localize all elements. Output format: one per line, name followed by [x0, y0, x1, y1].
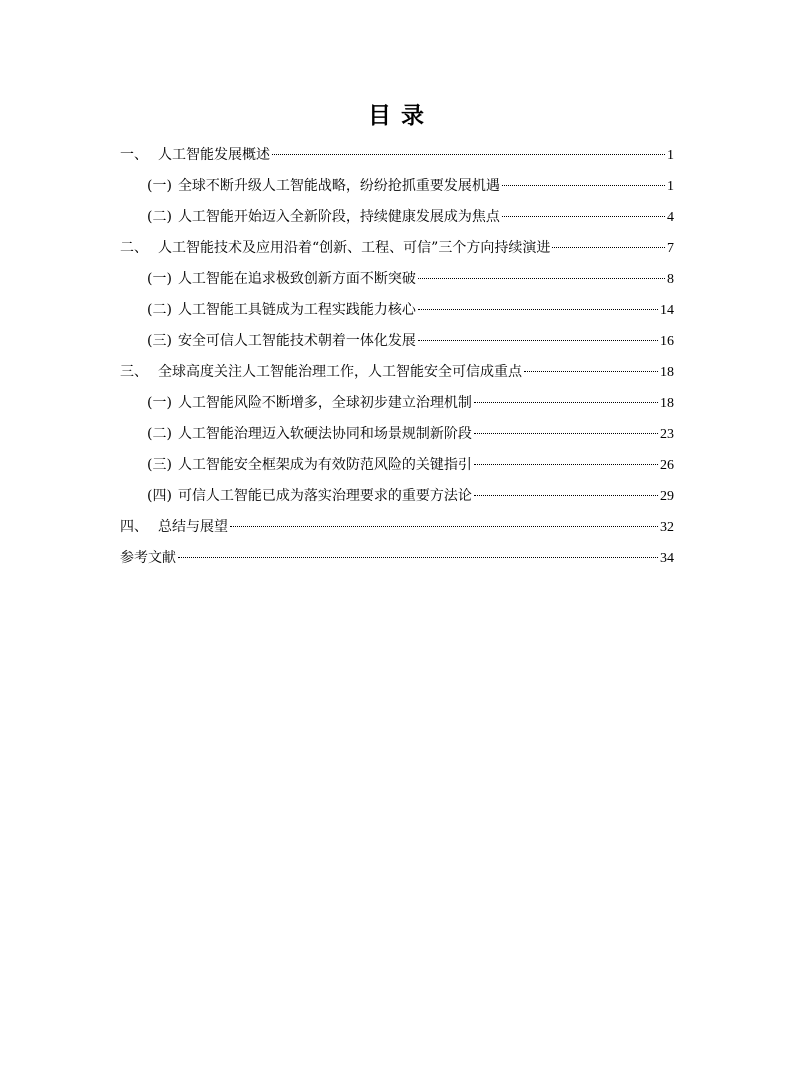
entry-title: 人工智能发展概述: [158, 147, 270, 163]
entry-page-number: 1: [667, 148, 674, 163]
toc-entry[interactable]: [120, 326, 674, 357]
toc-entry[interactable]: [120, 512, 674, 543]
toc-entry[interactable]: [120, 233, 674, 264]
toc-entry[interactable]: [120, 543, 674, 574]
dot-leader: [552, 247, 665, 248]
dot-leader: [230, 526, 658, 527]
dot-leader: [474, 495, 658, 496]
entry-number: (一): [147, 395, 172, 411]
entry-title: 人工智能治理迈入软硬法协同和场景规制新阶段: [177, 426, 472, 442]
entry-number: (二): [147, 302, 172, 318]
toc-entry[interactable]: [120, 202, 674, 233]
dot-leader: [474, 464, 658, 465]
entry-number: (一): [147, 178, 172, 194]
entry-page-number: 16: [660, 334, 674, 349]
entry-title: 人工智能技术及应用沿着“创新、工程、可信”三个方向持续演进: [158, 240, 551, 256]
toc-entry[interactable]: [120, 295, 674, 326]
entry-number: 三、: [120, 364, 148, 380]
entry-number: 一、: [120, 147, 148, 163]
dot-leader: [474, 433, 658, 434]
dot-leader: [272, 154, 665, 155]
entry-page-number: 18: [660, 396, 674, 411]
toc-list: [120, 140, 674, 574]
entry-number: (一): [147, 271, 172, 287]
entry-title: 人工智能风险不断增多，全球初步建立治理机制: [177, 395, 472, 411]
toc-entry[interactable]: [120, 450, 674, 481]
dot-leader: [502, 216, 665, 217]
toc-entry[interactable]: [120, 419, 674, 450]
toc-entry[interactable]: [120, 171, 674, 202]
entry-page-number: 4: [667, 210, 674, 225]
entry-title: 总结与展望: [158, 519, 228, 535]
entry-page-number: 7: [667, 241, 674, 256]
entry-title: 参考文献: [120, 550, 176, 566]
dot-leader: [502, 185, 665, 186]
entry-page-number: 23: [660, 427, 674, 442]
entry-title: 全球高度关注人工智能治理工作，人工智能安全可信成重点: [158, 364, 522, 380]
entry-title: 安全可信人工智能技术朝着一体化发展: [177, 333, 416, 349]
entry-title: 人工智能安全框架成为有效防范风险的关键指引: [177, 457, 472, 473]
entry-number: (二): [147, 426, 172, 442]
dot-leader: [524, 371, 658, 372]
entry-number: (四): [147, 488, 172, 504]
entry-title: 可信人工智能已成为落实治理要求的重要方法论: [177, 488, 472, 504]
dot-leader: [418, 309, 658, 310]
toc-entry[interactable]: [120, 357, 674, 388]
toc-entry[interactable]: [120, 388, 674, 419]
toc-entry[interactable]: [120, 264, 674, 295]
toc-entry[interactable]: [120, 140, 674, 171]
entry-number: (三): [147, 333, 172, 349]
entry-page-number: 1: [667, 179, 674, 194]
dot-leader: [418, 278, 665, 279]
entry-title: 人工智能在追求极致创新方面不断突破: [177, 271, 416, 287]
entry-number: 二、: [120, 240, 148, 256]
entry-page-number: 29: [660, 489, 674, 504]
entry-title: 全球不断升级人工智能战略，纷纷抢抓重要发展机遇: [177, 178, 500, 194]
entry-number: (三): [147, 457, 172, 473]
toc-title: [0, 100, 793, 132]
dot-leader: [178, 557, 658, 558]
entry-number: 四、: [120, 519, 148, 535]
entry-page-number: 14: [660, 303, 674, 318]
entry-page-number: 34: [660, 551, 674, 566]
entry-title: 人工智能工具链成为工程实践能力核心: [177, 302, 416, 318]
toc-entry[interactable]: [120, 481, 674, 512]
entry-title: 人工智能开始迈入全新阶段，持续健康发展成为焦点: [177, 209, 500, 225]
entry-page-number: 32: [660, 520, 674, 535]
dot-leader: [474, 402, 658, 403]
toc-title-text: 目 录: [367, 103, 425, 129]
entry-page-number: 26: [660, 458, 674, 473]
entry-number: (二): [147, 209, 172, 225]
entry-page-number: 8: [667, 272, 674, 287]
dot-leader: [418, 340, 658, 341]
entry-page-number: 18: [660, 365, 674, 380]
